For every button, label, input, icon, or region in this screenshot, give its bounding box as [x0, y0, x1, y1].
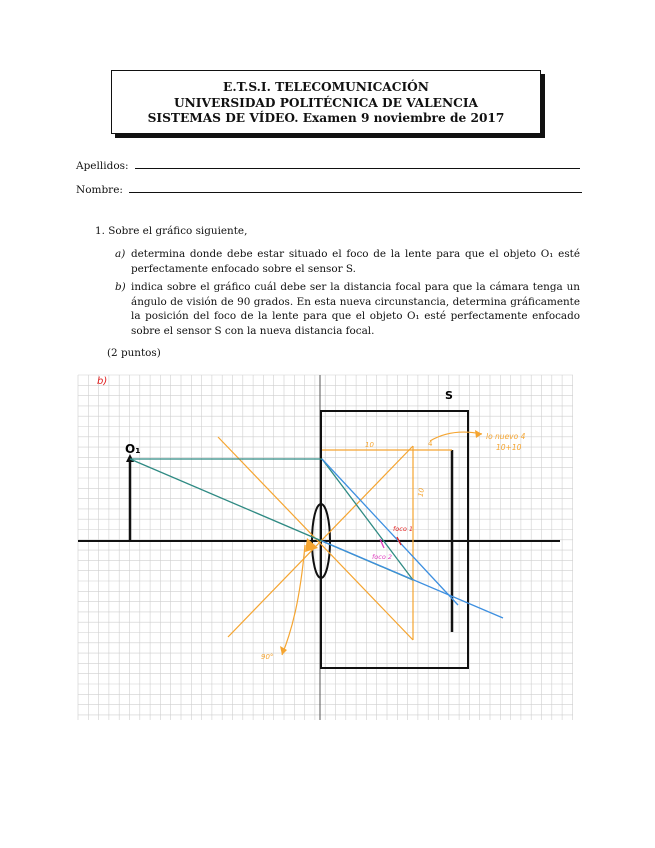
item-text: determina donde debe estar situado el foco de la lente para que el objeto O₁ esté perfectamente enfocado sobre el sensor S.: [131, 248, 580, 275]
question-intro: Sobre el gráfico siguiente,: [108, 225, 248, 237]
small-4-label: 4: [428, 440, 433, 448]
question-number: 1.: [95, 225, 105, 237]
university-name: UNIVERSIDAD POLITÉCNICA DE VALENCIA: [174, 95, 478, 110]
item-text: indica sobre el gráfico cuál debe ser la distancia focal para que la cámara tenga un ángulo de visión de 90 grados. En esta nueva circunstancia, determina gráficamente la posición del foco de la lente para que el objeto O₁ esté perfectamente enfocado sobre el sensor S con la nueva distancia focal.: [131, 281, 580, 337]
part-label: b): [97, 376, 108, 387]
item-label: b): [115, 281, 126, 293]
dist-side-label: 10: [416, 487, 426, 498]
orange-construction: [218, 432, 482, 655]
new-note-line1: lo nuevo 4: [486, 432, 526, 441]
object-label: O₁: [125, 442, 141, 456]
new-note-line2: 10+10: [496, 443, 522, 452]
item-label: a): [115, 248, 126, 260]
exam-title: SISTEMAS DE VÍDEO. Examen 9 noviembre de 2017: [147, 111, 505, 125]
blue-ray-1: [322, 459, 458, 605]
nombre-label: Nombre:: [76, 184, 123, 196]
focus2-label: foco 2: [372, 553, 393, 561]
dist-top-label: 10: [365, 441, 374, 449]
focus1-label: foco 1: [393, 525, 414, 533]
apellidos-label: Apellidos:: [76, 160, 129, 172]
angle-label: 90°: [261, 653, 274, 661]
points-note: (2 puntos): [107, 347, 161, 359]
school-name: E.T.S.I. TELECOMUNICACIÓN: [223, 80, 429, 94]
angle-arrow-head: [280, 646, 287, 655]
sensor-label: S: [445, 389, 453, 402]
